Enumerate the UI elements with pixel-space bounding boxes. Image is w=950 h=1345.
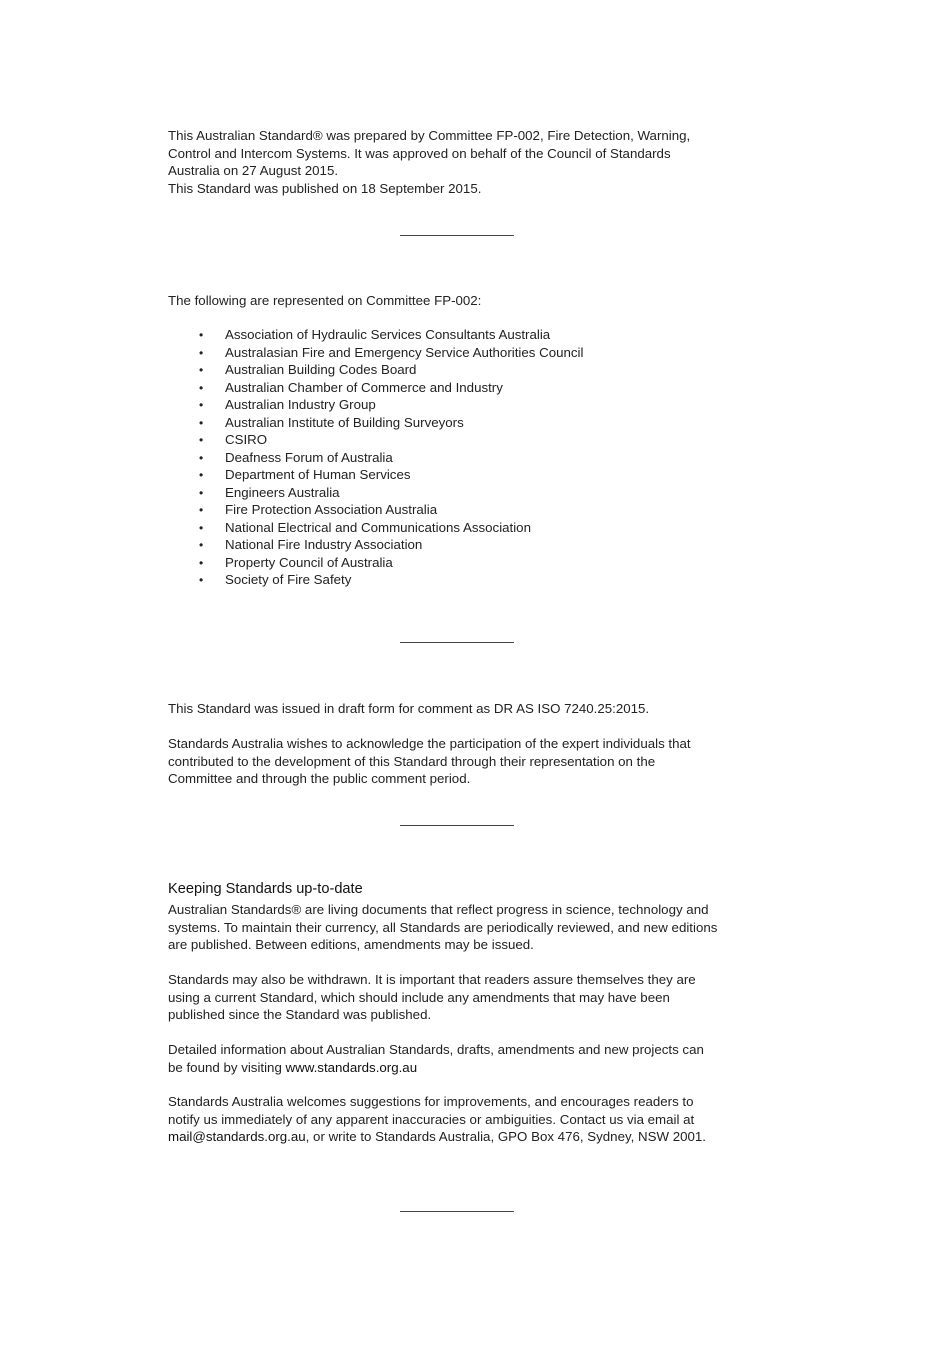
member-name: Australian Building Codes Board — [225, 362, 417, 377]
member-name: Australian Chamber of Commerce and Industry — [225, 379, 503, 395]
list-item — [168, 484, 758, 502]
member-name: Australian Institute of Building Surveyors — [225, 414, 464, 430]
list-item — [168, 361, 758, 379]
bullet-icon — [199, 396, 205, 415]
member-name: Deafness Forum of Australia — [225, 449, 393, 465]
member-name: Australasian Fire and Emergency Service Authorities Council — [225, 344, 584, 360]
keeping-paragraph-1 — [168, 901, 758, 954]
bullet-icon — [199, 484, 205, 503]
bullet-icon — [199, 519, 205, 538]
list-item — [168, 501, 758, 519]
paragraph-line: are published. Between editions, amendments may be issued. — [168, 937, 534, 952]
keeping-paragraph-4 — [168, 1093, 758, 1146]
keeping-paragraph-2 — [168, 971, 758, 1024]
paragraph-line: systems. To maintain their currency, all Standards are periodically reviewed, and new editions — [168, 919, 718, 935]
paragraph-text: , or write to Standards Australia, GPO Box 476, Sydney, NSW 2001. — [305, 1129, 706, 1144]
publication-line: This Standard was published on 18 September 2015. — [168, 180, 482, 196]
bullet-icon — [199, 466, 205, 485]
section-divider — [400, 642, 514, 643]
bullet-icon — [199, 326, 205, 345]
section-divider — [400, 1211, 514, 1212]
member-name: National Fire Industry Association — [225, 537, 423, 552]
list-item — [168, 414, 758, 432]
bullet-icon — [199, 501, 205, 520]
member-name: Department of Human Services — [225, 467, 411, 482]
bullet-icon — [199, 571, 205, 590]
approval-line: Australia on 27 August 2015. — [168, 163, 339, 178]
list-item — [168, 554, 758, 572]
draft-statement — [168, 700, 758, 718]
member-name: Engineers Australia — [225, 484, 340, 500]
paragraph-line: using a current Standard, which should include any amendments that may have been — [168, 989, 670, 1005]
member-name: Property Council of Australia — [225, 554, 393, 570]
list-item — [168, 536, 758, 554]
bullet-icon — [199, 554, 205, 573]
bullet-icon — [199, 379, 205, 398]
bullet-icon — [199, 449, 205, 468]
list-item — [168, 571, 758, 589]
committee-intro — [168, 292, 758, 310]
committee-member-list — [168, 326, 758, 589]
acknowledgement — [168, 735, 758, 788]
member-name: Fire Protection Association Australia — [225, 502, 438, 517]
approval-statement — [168, 127, 758, 197]
committee-intro-text: The following are represented on Committee FP-002: — [168, 293, 482, 308]
acknowledgement-line: contributed to the development of this Standard through their representation on the — [168, 753, 656, 769]
draft-issued-text: This Standard was issued in draft form for comment as DR AS ISO 7240.25:2015. — [168, 701, 650, 716]
paragraph-line — [168, 1128, 758, 1146]
bullet-icon — [199, 431, 205, 450]
member-name: Australian Industry Group — [225, 397, 376, 412]
bullet-icon — [199, 361, 205, 380]
approval-line: Control and Intercom Systems. It was approved on behalf of the Council of Standards — [168, 145, 671, 161]
paragraph-line: Standards Australia welcomes suggestions for improvements, and encourages readers to — [168, 1094, 694, 1109]
acknowledgement-line: Standards Australia wishes to acknowledge the participation of the expert individuals that — [168, 736, 691, 751]
list-item — [168, 326, 758, 344]
list-item — [168, 431, 758, 449]
member-name: CSIRO — [225, 432, 268, 447]
keeping-paragraph-3 — [168, 1041, 758, 1076]
email-link[interactable]: mail@standards.org.au — [168, 1129, 306, 1144]
paragraph-line — [168, 1059, 758, 1077]
keeping-standards-heading: Keeping Standards up-to-date — [168, 881, 363, 897]
paragraph-text: be found by visiting — [168, 1059, 286, 1075]
section-divider — [400, 825, 514, 826]
list-item — [168, 344, 758, 362]
member-name: National Electrical and Communications Association — [225, 519, 531, 535]
bullet-icon — [199, 536, 205, 555]
section-divider — [400, 235, 514, 236]
bullet-icon — [199, 414, 205, 433]
approval-line: This Australian Standard® was prepared by Committee FP-002, Fire Detection, Warning, — [168, 128, 691, 143]
paragraph-line: Detailed information about Australian Standards, drafts, amendments and new projects can — [168, 1042, 704, 1057]
paragraph-line: published since the Standard was published. — [168, 1007, 432, 1022]
list-item — [168, 379, 758, 397]
member-name: Association of Hydraulic Services Consultants Australia — [225, 327, 551, 342]
acknowledgement-line: Committee and through the public comment period. — [168, 771, 471, 786]
list-item — [168, 519, 758, 537]
standards-website-link[interactable]: www.standards.org.au — [285, 1059, 418, 1075]
list-item — [168, 466, 758, 484]
paragraph-line: Standards may also be withdrawn. It is important that readers assure themselves they are — [168, 972, 696, 987]
list-item — [168, 449, 758, 467]
paragraph-line: Australian Standards® are living documents that reflect progress in science, technology and — [168, 902, 709, 917]
bullet-icon — [199, 344, 205, 363]
list-item — [168, 396, 758, 414]
paragraph-line: notify us immediately of any apparent inaccuracies or ambiguities. Contact us via email at — [168, 1111, 695, 1127]
member-name: Society of Fire Safety — [225, 572, 352, 587]
